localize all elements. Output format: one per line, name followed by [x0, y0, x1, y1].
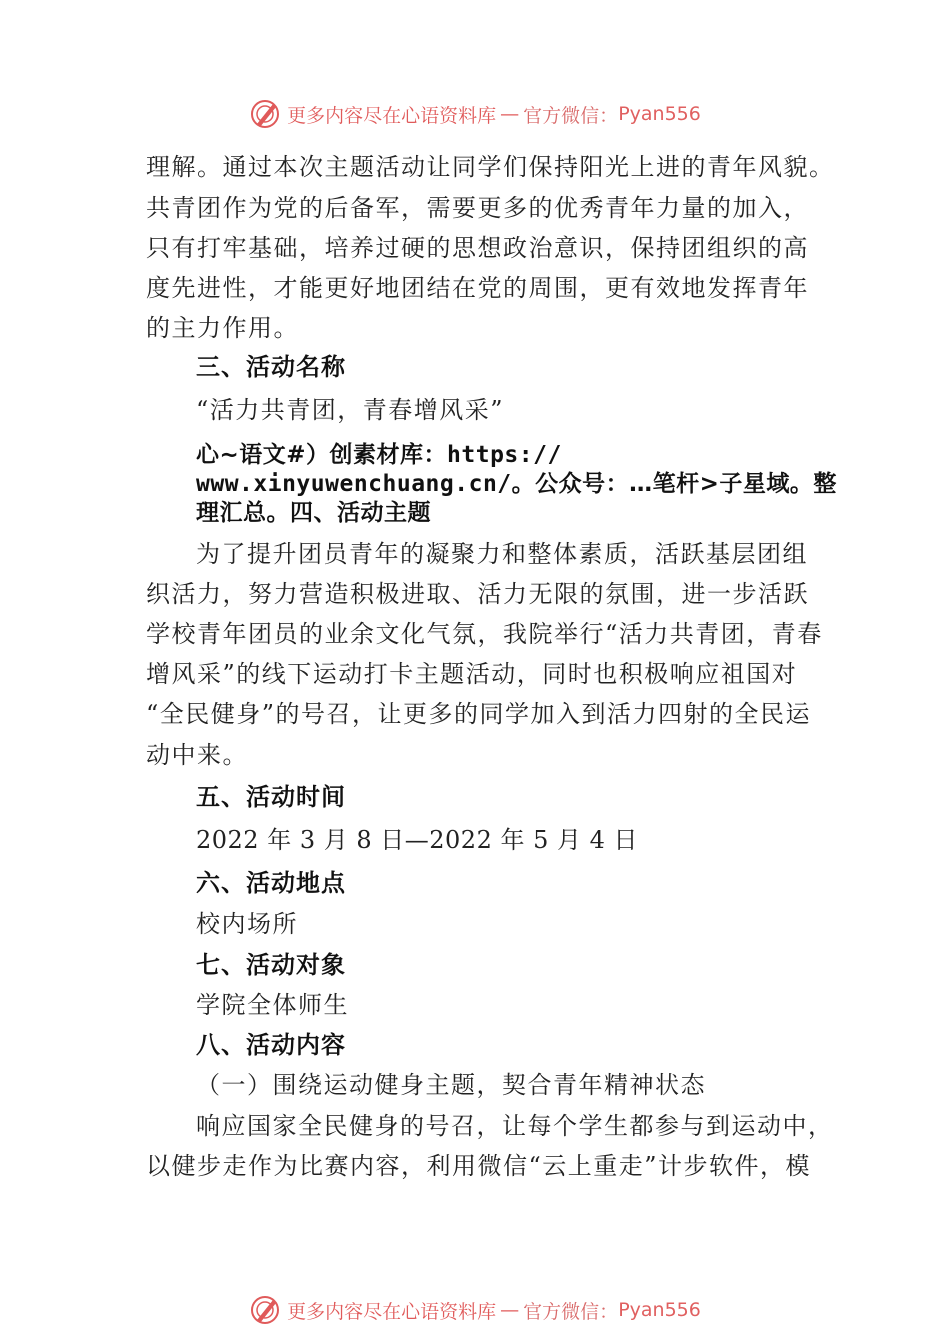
activity-place: 校内场所 [196, 910, 298, 938]
banner-wechat-id: Pyan556 [618, 1299, 701, 1321]
body-line: “全民健身”的号召，让更多的同学加入到活力四射的全民运 [146, 700, 812, 728]
section-heading: 五、活动时间 [196, 783, 346, 811]
promo-url: www.xinyuwenchuang.cn/ [196, 471, 512, 497]
header-banner [0, 94, 950, 134]
body-line: 度先进性，才能更好地团结在党的周围，更有效地发挥青年 [146, 274, 809, 302]
banner-text: 更多内容尽在心语资料库 [287, 104, 497, 127]
body-line: 动中来。 [146, 741, 248, 769]
banner-wechat-id: Pyan556 [618, 103, 701, 125]
body-line: 共青团作为党的后备军，需要更多的优秀青年力量的加入， [146, 194, 809, 222]
promo-line: 理汇总。四、活动主题 [196, 500, 431, 526]
body-line: 为了提升团员青年的凝聚力和整体素质，活跃基层团组 [196, 540, 808, 568]
section-heading: 八、活动内容 [196, 1031, 346, 1059]
banner-separator: — [500, 1299, 520, 1321]
promo-url: https:// [447, 442, 562, 468]
banner-text: 更多内容尽在心语资料库 [287, 1300, 497, 1323]
activity-name: “活力共青团，青春增风采” [196, 396, 505, 424]
section-heading: 七、活动对象 [196, 951, 346, 979]
section-heading: 三、活动名称 [196, 353, 346, 381]
banner-wechat-label: 官方微信： [523, 104, 619, 127]
footer-banner [0, 1290, 950, 1330]
promo-line [196, 440, 562, 470]
body-line: 以健步走作为比赛内容，利用微信“云上重走”计步软件，模 [146, 1152, 812, 1180]
body-line: 学校青年团员的业余文化气氛，我院举行“活力共青团，青春 [146, 620, 823, 648]
pen-logo-icon [249, 1294, 281, 1326]
pen-logo-icon [249, 98, 281, 130]
body-line: 响应国家全民健身的号召，让每个学生都参与到运动中， [196, 1112, 834, 1140]
body-line: 理解。通过本次主题活动让同学们保持阳光上进的青年风貌。 [146, 153, 835, 181]
promo-line [196, 469, 837, 499]
body-line: 的主力作用。 [146, 314, 299, 342]
banner-separator: — [500, 103, 520, 125]
banner-wechat-label: 官方微信： [523, 1300, 619, 1323]
activity-time: 2022 年 3 月 8 日—2022 年 5 月 4 日 [196, 826, 639, 854]
promo-text: 心~语文#）创素材库： [196, 442, 448, 468]
activity-target: 学院全体师生 [196, 991, 349, 1019]
sub-heading: （一）围绕运动健身主题，契合青年精神状态 [196, 1071, 706, 1099]
body-line: 增风采”的线下运动打卡主题活动，同时也积极响应祖国对 [146, 660, 798, 688]
section-heading: 六、活动地点 [196, 869, 346, 897]
promo-text: 。公众号：…笔杆>子星域。整 [511, 471, 837, 497]
body-line: 只有打牢基础，培养过硬的思想政治意识，保持团组织的高 [146, 234, 809, 262]
body-line: 织活力，努力营造积极进取、活力无限的氛围，进一步活跃 [146, 580, 809, 608]
